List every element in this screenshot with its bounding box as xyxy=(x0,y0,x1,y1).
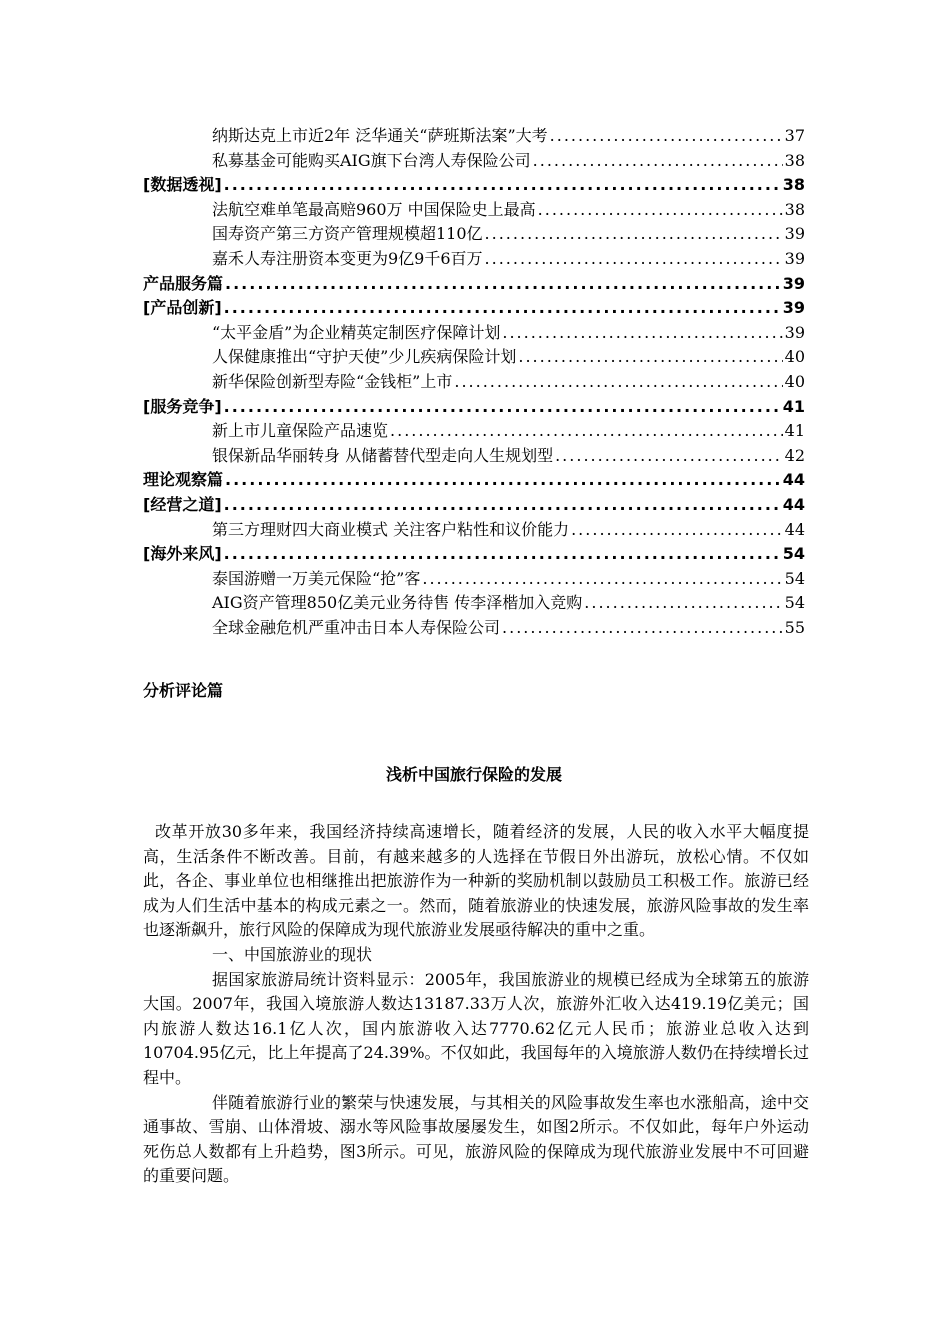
toc-leader-dots xyxy=(225,468,781,493)
article-title: 浅析中国旅行保险的发展 xyxy=(385,765,562,784)
toc-entry-title: 嘉禾人寿注册资本变更为9亿9千6百万 xyxy=(212,248,483,268)
toc-page-number: 44 xyxy=(782,494,805,514)
toc-page-number: 41 xyxy=(784,421,805,441)
toc-leader-dots xyxy=(533,149,783,174)
toc-section-entry[interactable] xyxy=(143,493,805,518)
toc-page-number: 41 xyxy=(782,396,805,416)
toc-entry[interactable] xyxy=(143,419,805,444)
toc-leader-dots xyxy=(502,616,783,641)
toc-section-entry[interactable] xyxy=(143,542,805,567)
toc-page-number: 39 xyxy=(784,322,805,342)
toc-page-number: 39 xyxy=(782,298,805,318)
toc-leader-dots xyxy=(224,493,781,518)
toc-entry[interactable] xyxy=(143,124,805,149)
toc-page-number: 38 xyxy=(784,199,805,219)
toc-entry-title: 银保新品华丽转身 从储蓄替代型走向人生规划型 xyxy=(212,445,554,465)
toc-entry-title: 全球金融危机严重冲击日本人寿保险公司 xyxy=(212,617,501,637)
toc-page-number: 44 xyxy=(782,470,805,490)
toc-entry-title: 国寿资产第三方资产管理规模超110亿 xyxy=(212,224,483,244)
toc-page-number: 37 xyxy=(784,126,805,145)
toc-entry[interactable] xyxy=(143,198,805,223)
toc-leader-dots xyxy=(584,591,782,616)
toc-page-number: 42 xyxy=(784,445,805,465)
toc-entry-title: “太平金盾”为企业精英定制医疗保障计划 xyxy=(212,322,501,342)
toc-entry[interactable] xyxy=(143,345,805,370)
toc-leader-dots xyxy=(502,321,782,346)
toc-entry-title: 新上市儿童保险产品速览 xyxy=(212,421,389,441)
toc-entry[interactable] xyxy=(143,444,805,469)
toc-entry-title: [服务竞争] xyxy=(143,396,222,416)
toc-entry[interactable] xyxy=(143,370,805,395)
paragraph-statistics: 据国家旅游局统计资料显示：2005年，我国旅游业的规模已经成为全球第五的旅游大国。2007年，我国入境旅游人数达13187.33万人次，旅游外汇收入达419.19亿美元；国内旅游人数达16.1亿人次，国内旅游收入达7770.62亿元人民币；旅游业总收入达到10704.95亿元，比上年提高了24.39%。不仅如此，我国每年的入境旅游人数仍在持续增长过程中。 xyxy=(143,969,809,1087)
toc-leader-dots xyxy=(485,247,783,272)
toc-section-entry[interactable] xyxy=(143,468,805,493)
table-of-contents xyxy=(143,124,805,640)
toc-leader-dots xyxy=(571,518,783,543)
toc-entry[interactable] xyxy=(143,567,805,592)
toc-entry-title: 新华保险创新型寿险“金钱柜”上市 xyxy=(212,371,453,391)
toc-entry[interactable] xyxy=(143,247,805,272)
toc-entry[interactable] xyxy=(143,518,805,543)
toc-leader-dots xyxy=(224,542,781,567)
toc-section-entry[interactable] xyxy=(143,296,805,321)
toc-page-number: 55 xyxy=(784,617,805,637)
section-heading: 分析评论篇 xyxy=(143,681,224,700)
toc-entry-title: 泰国游赠一万美元保险“抢”客 xyxy=(212,568,421,588)
toc-entry[interactable] xyxy=(143,149,805,174)
toc-section-entry[interactable] xyxy=(143,173,805,198)
toc-section-entry[interactable] xyxy=(143,272,805,297)
toc-page-number: 39 xyxy=(782,273,805,293)
toc-entry-title: [海外来风] xyxy=(143,544,222,564)
toc-leader-dots xyxy=(422,567,782,592)
toc-page-number: 54 xyxy=(784,593,805,613)
toc-page-number: 44 xyxy=(784,519,805,539)
toc-page-number: 38 xyxy=(784,150,805,170)
toc-leader-dots xyxy=(485,222,783,247)
paragraph-intro: 改革开放30多年来，我国经济持续高速增长，随着经济的发展，人民的收入水平大幅度提高，生活条件不断改善。目前，有越来越多的人选择在节假日外出游玩，放松心情。不仅如此，各企、事业单位也相继推出把旅游作为一种新的奖励机制以鼓励员工积极工作。旅游已经成为人们生活中基本的构成元素之一。然而，随着旅游业的快速发展，旅游风险事故的发生率也逐渐飙升，旅行风险的保障成为现代旅游业发展亟待解决的重中之重。 xyxy=(143,822,809,940)
paragraph-risks: 伴随着旅游行业的繁荣与快速发展，与其相关的风险事故发生率也水涨船高，途中交通事故、雪崩、山体滑坡、溺水等风险事故屡屡发生，如图2所示。不仅如此，每年户外运动死伤总人数都有上升趋势，图3所示。可见，旅游风险的保障成为现代旅游业发展中不可回避的重要问题。 xyxy=(143,1092,809,1186)
toc-entry-title: AIG资产管理850亿美元业务待售 传李泽楷加入竞购 xyxy=(212,593,583,613)
toc-entry-title: 产品服务篇 xyxy=(143,273,224,293)
toc-page-number: 54 xyxy=(784,568,805,588)
toc-entry[interactable] xyxy=(143,222,805,247)
toc-page-number: 39 xyxy=(784,224,805,244)
subheading-status: 一、中国旅游业的现状 xyxy=(212,944,373,964)
toc-entry-title: 理论观察篇 xyxy=(143,470,224,490)
toc-leader-dots xyxy=(538,198,783,223)
toc-page-number: 39 xyxy=(784,248,805,268)
toc-leader-dots xyxy=(224,173,781,198)
toc-entry-title: 私募基金可能购买AIG旗下台湾人寿保险公司 xyxy=(212,150,531,170)
toc-entry[interactable] xyxy=(143,616,805,641)
toc-entry-title: 法航空难单笔最高赔960万 中国保险史上最高 xyxy=(212,199,536,219)
toc-page-number: 38 xyxy=(782,175,805,195)
toc-page-number: 40 xyxy=(784,347,805,367)
toc-page-number: 54 xyxy=(782,544,805,564)
toc-leader-dots xyxy=(555,444,783,469)
toc-entry-title: [数据透视] xyxy=(143,175,222,195)
toc-page-number: 40 xyxy=(784,371,805,391)
toc-entry[interactable] xyxy=(143,321,805,346)
toc-leader-dots xyxy=(224,296,781,321)
toc-entry[interactable] xyxy=(143,591,805,616)
toc-leader-dots xyxy=(225,272,781,297)
toc-entry-title: [产品创新] xyxy=(143,298,222,318)
toc-leader-dots xyxy=(390,419,783,444)
toc-entry-title: 纳斯达克上市近2年 泛华通关“萨班斯法案”大考 xyxy=(212,126,548,145)
toc-entry-title: 人保健康推出“守护天使”少儿疾病保险计划 xyxy=(212,347,517,367)
toc-leader-dots xyxy=(224,395,781,420)
toc-entry-title: 第三方理财四大商业模式 关注客户粘性和议价能力 xyxy=(212,519,570,539)
toc-entry-title: [经营之道] xyxy=(143,494,222,514)
toc-leader-dots xyxy=(550,124,783,149)
toc-section-entry[interactable] xyxy=(143,395,805,420)
article-body xyxy=(143,820,809,1189)
toc-leader-dots xyxy=(518,345,782,370)
toc-leader-dots xyxy=(454,370,782,395)
